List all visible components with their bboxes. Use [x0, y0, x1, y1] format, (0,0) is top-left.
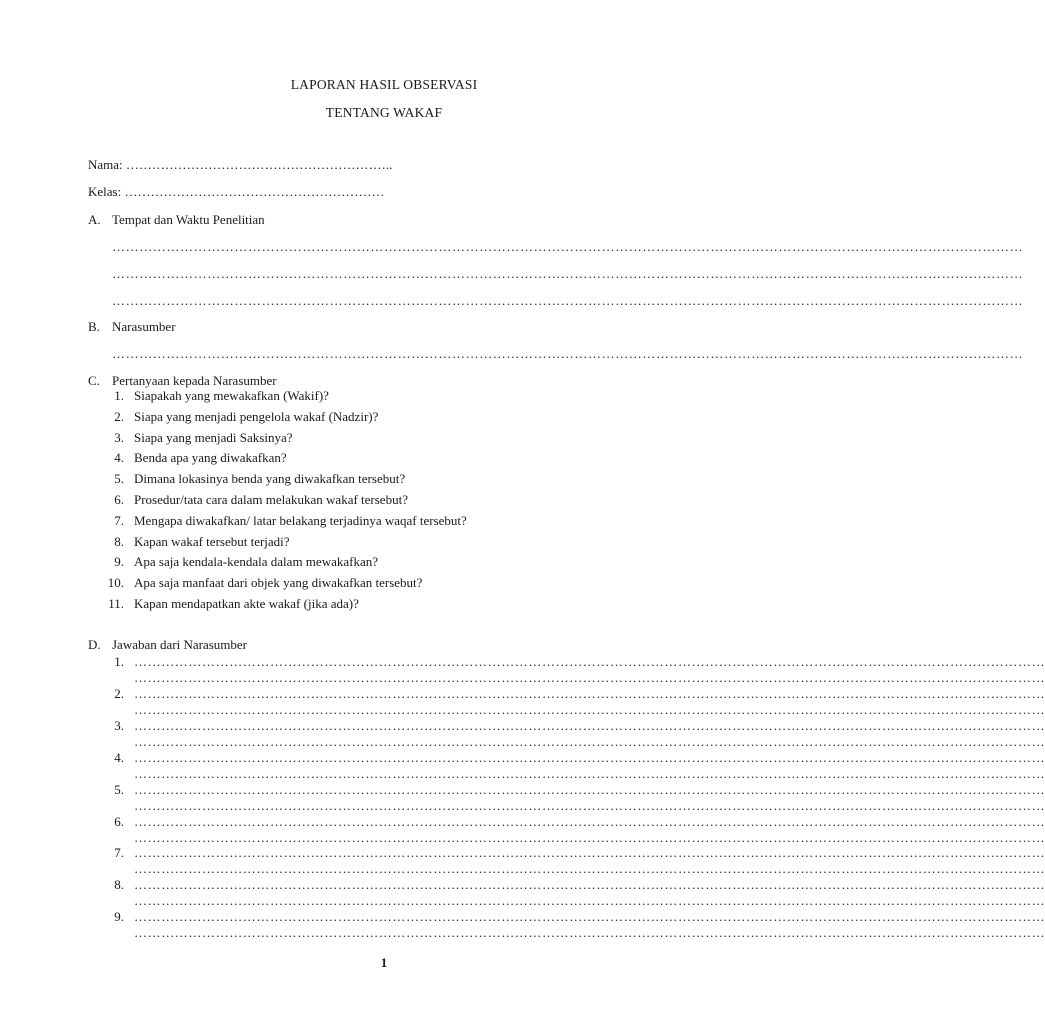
- answer-number: 9.: [114, 909, 124, 925]
- question-text: Siapa yang menjadi Saksinya?: [134, 429, 293, 445]
- report-title: LAPORAN HASIL OBSERVASI: [290, 77, 478, 92]
- section-d-letter: D.: [88, 637, 101, 652]
- answer-number: 8.: [114, 877, 124, 893]
- answer-number: 4.: [114, 749, 124, 765]
- answer-number: 3.: [114, 717, 124, 733]
- question-number: 1.: [114, 388, 124, 403]
- answer-dotline: …………………………………………………………………………………………………………………………………………………………………………………: [134, 861, 1045, 877]
- question-text: Apa saja kendala-kendala dalam mewakafkan?: [134, 554, 378, 570]
- question-text: Kapan wakaf tersebut terjadi?: [134, 533, 290, 549]
- question-text: Siapa yang menjadi pengelola wakaf (Nadzir)?: [134, 408, 379, 424]
- section-a-letter: A.: [88, 212, 101, 227]
- question-text: Apa saja manfaat dari objek yang diwakafkan tersebut?: [134, 575, 423, 591]
- answer-dotline: …………………………………………………………………………………………………………………………………………………………………………………: [134, 797, 1045, 813]
- answer-dotline: …………………………………………………………………………………………………………………………………………………………………………………: [134, 749, 1045, 765]
- section-a-dotline: …………………………………………………………………………………………………………………………………………………………………………………: [112, 293, 1024, 308]
- question-number: 7.: [114, 512, 124, 528]
- question-text: Siapakah yang mewakafkan (Wakif)?: [134, 388, 329, 403]
- answer-dotline: …………………………………………………………………………………………………………………………………………………………………………………: [134, 781, 1045, 797]
- answer-dotline: …………………………………………………………………………………………………………………………………………………………………………………: [134, 701, 1045, 717]
- section-d-label: Jawaban dari Narasumber: [112, 637, 247, 652]
- section-a-dotline: …………………………………………………………………………………………………………………………………………………………………………………: [112, 239, 1024, 254]
- question-number: 8.: [114, 533, 124, 549]
- answer-dotline: …………………………………………………………………………………………………………………………………………………………………………………: [134, 685, 1045, 701]
- section-a-label: Tempat dan Waktu Penelitian: [112, 212, 265, 227]
- answer-dotline: …………………………………………………………………………………………………………………………………………………………………………………: [134, 829, 1045, 845]
- question-text: Prosedur/tata cara dalam melakukan wakaf tersebut?: [134, 492, 408, 507]
- name-field: Nama: ……………………………………………………..: [88, 157, 393, 172]
- report-subtitle: TENTANG WAKAF: [325, 105, 443, 120]
- question-number: 2.: [114, 408, 124, 424]
- answer-dotline: …………………………………………………………………………………………………………………………………………………………………………………: [134, 877, 1045, 893]
- answer-dotline: …………………………………………………………………………………………………………………………………………………………………………………: [134, 670, 1045, 685]
- answer-number: 2.: [114, 685, 124, 701]
- question-number: 10.: [107, 575, 124, 591]
- page-number: 1: [380, 955, 388, 970]
- answer-number: 1.: [114, 654, 124, 669]
- answer-number: 6.: [114, 813, 124, 829]
- section-c-label: Pertanyaan kepada Narasumber: [112, 373, 277, 388]
- question-number: 5.: [114, 471, 124, 487]
- question-text: Benda apa yang diwakafkan?: [134, 450, 287, 466]
- answer-dotline: …………………………………………………………………………………………………………………………………………………………………………………: [134, 733, 1045, 749]
- section-b-label: Narasumber: [112, 319, 176, 334]
- answer-dotline: …………………………………………………………………………………………………………………………………………………………………………………: [134, 893, 1045, 909]
- section-a-dotline: …………………………………………………………………………………………………………………………………………………………………………………: [112, 266, 1024, 281]
- answer-dotline: …………………………………………………………………………………………………………………………………………………………………………………: [134, 909, 1045, 925]
- question-number: 3.: [114, 429, 124, 445]
- section-b-dotline: …………………………………………………………………………………………………………………………………………………………………………………: [112, 346, 1024, 361]
- answer-dotline: …………………………………………………………………………………………………………………………………………………………………………………: [134, 654, 1045, 669]
- question-text: Kapan mendapatkan akte wakaf (jika ada)?: [134, 596, 359, 611]
- answer-dotline: …………………………………………………………………………………………………………………………………………………………………………………: [134, 925, 1045, 941]
- answer-dotline: …………………………………………………………………………………………………………………………………………………………………………………: [134, 765, 1045, 781]
- answer-number: 7.: [114, 845, 124, 861]
- answer-dotline: …………………………………………………………………………………………………………………………………………………………………………………: [134, 845, 1045, 861]
- answer-dotline: …………………………………………………………………………………………………………………………………………………………………………………: [134, 717, 1045, 733]
- question-number: 6.: [114, 492, 124, 507]
- question-text: Dimana lokasinya benda yang diwakafkan tersebut?: [134, 471, 406, 487]
- answer-dotline: …………………………………………………………………………………………………………………………………………………………………………………: [134, 813, 1045, 829]
- section-c-letter: C.: [88, 373, 100, 388]
- question-text: Mengapa diwakafkan/ latar belakang terjadinya waqaf tersebut?: [134, 512, 467, 528]
- question-number: 9.: [114, 554, 124, 570]
- answer-number: 5.: [114, 781, 124, 797]
- section-b-letter: B.: [88, 319, 100, 334]
- question-number: 11.: [108, 596, 124, 611]
- class-field: Kelas: ……………………………………………………: [88, 184, 385, 199]
- question-number: 4.: [114, 450, 124, 466]
